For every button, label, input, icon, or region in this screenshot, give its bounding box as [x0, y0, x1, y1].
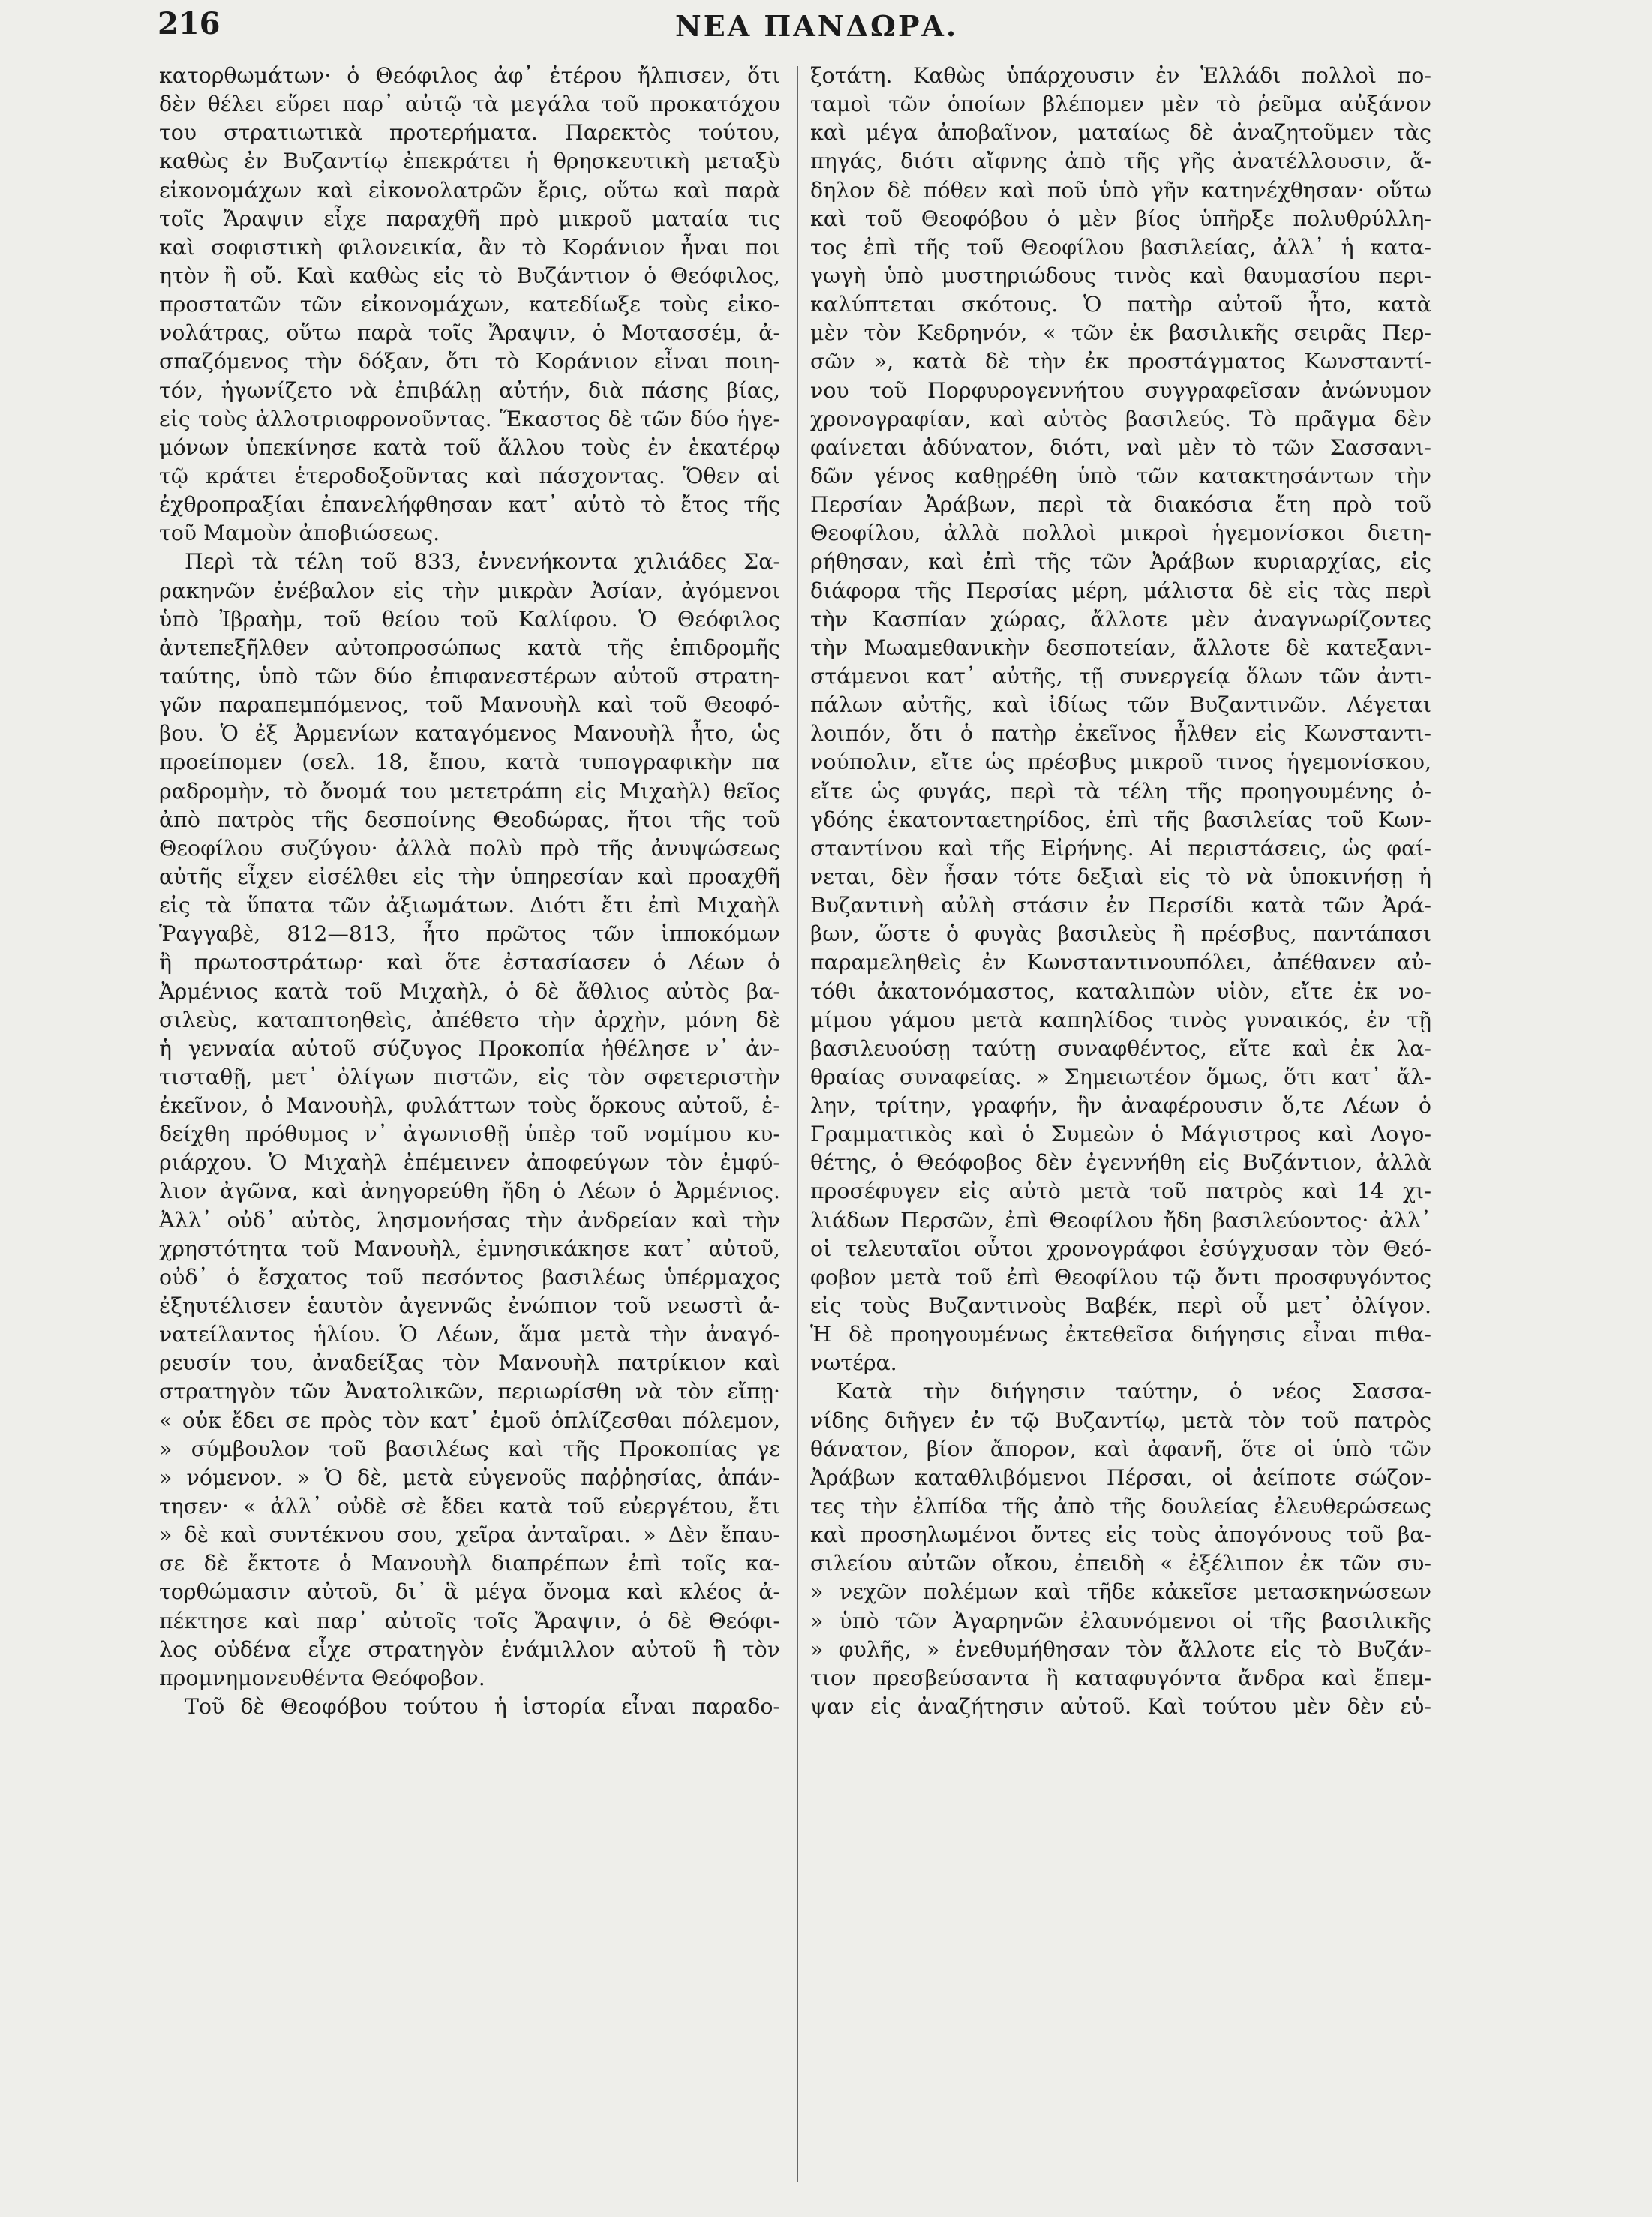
text-line: στάμενοι κατ᾽ αὐτῆς, τῇ συνεργείᾳ ὅλων τῶν ἀντι-	[810, 663, 1431, 689]
text-line: νου τοῦ Πορφυρογεννήτου συγγραφεῖσαν ἀνώνυμον	[810, 377, 1431, 403]
text-line: ἡ γενναία αὐτοῦ σύζυγος Προκοπία ἠθέλησε ν᾽ ἀν-	[159, 1035, 780, 1061]
text-line: θέτης, ὁ Θεόφοβος δὲν ἐγεννήθη εἰς Βυζάντιον, ἀλλὰ	[810, 1150, 1431, 1176]
text-line: τῷ κράτει ἑτεροδοξοῦντας καὶ πάσχοντας. Ὅθεν αἱ	[159, 463, 780, 488]
text-line: εἰς τοὺς Βυζαντινοὺς Βαβέκ, περὶ οὗ μετ᾽ ὀλίγον.	[810, 1293, 1431, 1319]
text-line: πηγάς, διότι αἴφνης ἀπὸ τῆς γῆς ἀνατέλλουσιν, ἄ-	[810, 149, 1431, 174]
text-line: οὐδ᾽ ὁ ἔσχατος τοῦ πεσόντος βασιλέως ὑπέρμαχος	[159, 1264, 780, 1290]
text-line: προσέφυγεν εἰς αὐτὸ μετὰ τοῦ πατρὸς καὶ 14 χι-	[810, 1179, 1431, 1204]
text-line: χρονογραφίαν, καὶ αὐτὸς βασιλεύς. Τὸ πρᾶγμα δὲν	[810, 406, 1431, 431]
text-line: λην, τρίτην, γραφήν, ἣν ἀναφέρουσιν ὅ,τε Λέων ὁ	[810, 1093, 1431, 1119]
text-line: Θεοφίλου, ἀλλὰ πολλοὶ μικροὶ ἡγεμονίσκοι διετη-	[810, 521, 1431, 546]
text-line: τησεν· « ἀλλ᾽ οὐδὲ σὲ ἔδει κατὰ τοῦ εὐεργέτου, ἔτι	[159, 1494, 780, 1519]
text-line: Τοῦ δὲ Θεοφόβου τούτου ἡ ἱστορία εἶναι παραδο-	[185, 1694, 780, 1720]
text-line: εἴτε ὡς φυγάς, περὶ τὰ τέλη τῆς προηγουμένης ὀ-	[810, 778, 1431, 804]
text-line: εἰς τοὺς ἀλλοτριοφρονοῦντας. Ἕκαστος δὲ τῶν δύο ἡγε-	[159, 406, 780, 431]
text-line: ταμοὶ τῶν ὁποίων βλέπομεν μὲν τὸ ῥεῦμα αὐξάνον	[810, 92, 1431, 117]
text-line: κατορθωμάτων· ὁ Θεόφιλος ἀφ᾽ ἑτέρου ἤλπισεν, ὅτι	[159, 63, 780, 88]
text-line: σε δὲ ἔκτοτε ὁ Μανουὴλ διαπρέπων ἐπὶ τοῖς κα-	[159, 1551, 780, 1576]
text-line: μόνων ὑπεκίνησε κατὰ τοῦ ἄλλου τοὺς ἐν ἑκατέρῳ	[159, 434, 780, 460]
text-line: γῶν παραπεμπόμενος, τοῦ Μανουὴλ καὶ τοῦ Θεοφό-	[159, 692, 780, 718]
text-line: ρακηνῶν ἐνέβαλον εἰς τὴν μικρὰν Ἀσίαν, ἀγόμενοι	[159, 578, 780, 603]
text-line: ἢ πρωτοστράτωρ· καὶ ὅτε ἐστασίασεν ὁ Λέων ὁ	[159, 950, 780, 975]
text-line: λος οὐδένα εἶχε στρατηγὸν ἐνάμιλλον αὐτοῦ ἢ τὸν	[159, 1636, 780, 1662]
text-line: τόθι ἀκατονόμαστος, καταλιπὼν υἱὸν, εἴτε ἐκ νο-	[810, 978, 1431, 1004]
text-line: οἱ τελευταῖοι οὗτοι χρονογράφοι ἐσύγχυσαν τὸν Θεό-	[810, 1236, 1431, 1261]
text-line: ὑπὸ Ἰβραὴμ, τοῦ θείου τοῦ Καλίφου. Ὁ Θεόφιλος	[159, 606, 780, 632]
text-line: πέκτησε καὶ παρ᾽ αὐτοῖς τοῖς Ἄραψιν, ὁ δὲ Θεόφι-	[159, 1608, 780, 1633]
text-line: βασιλευούσῃ ταύτῃ συναφθέντος, εἴτε καὶ ἐκ λα-	[810, 1035, 1431, 1061]
text-line: ἀπὸ πατρὸς τῆς δεσποίνης Θεοδώρας, ἤτοι τῆς τοῦ	[159, 807, 780, 832]
text-line: ητὸν ἢ οὔ. Καὶ καθὼς εἰς τὸ Βυζάντιον ὁ Θεόφιλος,	[159, 263, 780, 288]
text-line: σπαζόμενος τὴν δόξαν, ὅτι τὸ Κοράνιον εἶναι ποιη-	[159, 349, 780, 374]
text-line: στρατηγὸν τῶν Ἀνατολικῶν, περιωρίσθη νὰ τὸν εἴπῃ·	[159, 1379, 780, 1404]
text-line: μίμου γάμου μετὰ καπηλίδος τινὸς γυναικός, ἐν τῇ	[810, 1007, 1431, 1032]
text-line: σταντίνου καὶ τῆς Εἰρήνης. Αἱ περιστάσεις, ὡς φαί-	[810, 835, 1431, 861]
running-title: ΝΕΑ ΠΑΝΔΩΡΑ.	[675, 9, 959, 43]
text-line: σιλεὺς, καταπτοηθεὶς, ἀπέθετο τὴν ἀρχὴν, μόνη δὲ	[159, 1007, 780, 1032]
column-divider	[797, 66, 798, 2182]
text-line: Περὶ τὰ τέλη τοῦ 833, ἐννενήκοντα χιλιάδες Σα-	[185, 549, 780, 575]
text-line: σιλείου αὐτῶν οἴκου, ἐπειδὴ « ἐξέλιπον ἐκ τῶν συ-	[810, 1551, 1431, 1576]
text-line: καὶ σοφιστικὴ φιλονεικία, ἂν τὸ Κοράνιον ἦναι ποι	[159, 234, 780, 260]
left-column	[159, 62, 780, 1721]
text-line: ριάρχου. Ὁ Μιχαὴλ ἐπέμεινεν ἀποφεύγων τὸν ἐμφύ-	[159, 1150, 780, 1176]
text-line: φαίνεται ἀδύνατον, διότι, ναὶ μὲν τὸ τῶν Σασσανι-	[810, 434, 1431, 460]
text-line: τορθώμασιν αὐτοῦ, δι᾽ ἃ μέγα ὄνομα καὶ κλέος ἀ-	[159, 1579, 780, 1605]
text-line: » φυλῆς, » ἐνεθυμήθησαν τὸν ἄλλοτε εἰς τὸ Βυζάν-	[810, 1636, 1431, 1662]
text-line: γδόης ἑκατονταετηρίδος, ἐπὶ τῆς βασιλείας τοῦ Κων-	[810, 807, 1431, 832]
text-line: θραίας συναφείας. » Σημειωτέον ὅμως, ὅτι κατ᾽ ἄλ-	[810, 1064, 1431, 1089]
text-line: ἀντεπεξῆλθεν αὐτοπροσώπως κατὰ τῆς ἐπιδρομῆς	[159, 635, 780, 660]
text-line: νατείλαντος ἡλίου. Ὁ Λέων, ἅμα μετὰ τὴν ἀναγό-	[159, 1322, 780, 1347]
text-line: Ἀρμένιος κατὰ τοῦ Μιχαὴλ, ὁ δὲ ἄθλιος αὐτὸς βα-	[159, 978, 780, 1004]
text-line: καὶ μέγα ἀποβαῖνον, ματαίως δὲ ἀναζητοῦμεν τὰς	[810, 120, 1431, 146]
text-line: δηλον δὲ πόθεν καὶ ποῦ ὑπὸ γῆν κατηνέχθησαν· οὕτω	[810, 177, 1431, 203]
text-line: τισταθῇ, μετ᾽ ὀλίγων πιστῶν, εἰς τὸν σφετεριστὴν	[159, 1064, 780, 1089]
text-line: » νόμενον. » Ὁ δὲ, μετὰ εὐγενοῦς παῤῥησίας, ἀπάν-	[159, 1464, 780, 1490]
text-line: τὴν Κασπίαν χώρας, ἄλλοτε μὲν ἀναγνωρίζοντες	[810, 606, 1431, 632]
text-line: Κατὰ τὴν διήγησιν ταύτην, ὁ νέος Σασσα-	[836, 1379, 1431, 1404]
text-line: Θεοφίλου συζύγου· ἀλλὰ πολὺ πρὸ τῆς ἀνυψώσεως	[159, 835, 780, 861]
text-line: » σύμβουλον τοῦ βασιλέως καὶ τῆς Προκοπίας γε	[159, 1436, 780, 1461]
page-number: 216	[158, 6, 221, 41]
text-line: διάφορα τῆς Περσίας μέρη, μάλιστα δὲ εἰς τὰς περὶ	[810, 578, 1431, 603]
text-line: Γραμματικὸς καὶ ὁ Συμεὼν ὁ Μάγιστρος καὶ Λογο-	[810, 1122, 1431, 1147]
text-line: δὲν θέλει εὕρει παρ᾽ αὐτῷ τὰ μεγάλα τοῦ προκατόχου	[159, 92, 780, 117]
text-line: παραμεληθεὶς ἐν Κωνσταντινουπόλει, ἀπέθανεν αὐ-	[810, 950, 1431, 975]
text-line: ξοτάτη. Καθὼς ὑπάρχουσιν ἐν Ἑλλάδι πολλοὶ πο-	[810, 63, 1431, 88]
text-line: θάνατον, βίον ἄπορον, καὶ ἀφανῆ, ὅτε οἱ ὑπὸ τῶν	[810, 1436, 1431, 1461]
text-line: τόν, ἠγωνίζετο νὰ ἐπιβάλῃ αὐτήν, διὰ πάσης βίας,	[159, 377, 780, 403]
text-line: βων, ὥστε ὁ φυγὰς βασιλεὺς ἢ πρέσβυς, παντάπασι	[810, 921, 1431, 947]
text-line: λοιπόν, ὅτι ὁ πατὴρ ἐκεῖνος ἦλθεν εἰς Κωνσταντι-	[810, 721, 1431, 747]
text-line: λιον ἀγῶνα, καὶ ἀνηγορεύθη ἤδη ὁ Λέων ὁ Ἀρμένιος.	[159, 1179, 780, 1204]
text-line: τὴν Μωαμεθανικὴν δεσποτείαν, ἄλλοτε δὲ κατεξανι-	[810, 635, 1431, 660]
text-line: τος ἐπὶ τῆς τοῦ Θεοφίλου βασιλείας, ἀλλ᾽ ἡ κατα-	[810, 234, 1431, 260]
text-line: καλύπτεται σκότους. Ὁ πατὴρ αὐτοῦ ἦτο, κατὰ	[810, 292, 1431, 317]
text-line: Ῥαγγαβὲ, 812—813, ἦτο πρῶτος τῶν ἱπποκόμων	[159, 921, 780, 947]
text-line: γωγὴ ὑπὸ μυστηριώδους τινὸς καὶ θαυμασίου περι-	[810, 263, 1431, 288]
text-line: ρήθησαν, καὶ ἐπὶ τῆς τῶν Ἀράβων κυριαρχίας, εἰς	[810, 549, 1431, 575]
text-line: » ὑπὸ τῶν Ἀγαρηνῶν ἐλαυνόμενοι οἱ τῆς βασιλικῆς	[810, 1608, 1431, 1633]
text-line: χρηστότητα τοῦ Μανουὴλ, ἐμνησικάκησε κατ᾽ αὐτοῦ,	[159, 1236, 780, 1261]
text-line: ἐξηυτέλισεν ἑαυτὸν ἀγεννῶς ἐνώπιον τοῦ νεωστὶ ἀ-	[159, 1293, 780, 1319]
text-line: καὶ τοῦ Θεοφόβου ὁ μὲν βίος ὑπῆρξε πολυθρύλλη-	[810, 206, 1431, 231]
text-line: τοῖς Ἄραψιν εἶχε παραχθῆ πρὸ μικροῦ ματαία τις	[159, 206, 780, 231]
text-line: καθὼς ἐν Βυζαντίῳ ἐπεκράτει ἡ θρησκευτικὴ μεταξὺ	[159, 149, 780, 174]
text-line: εἰκονομάχων καὶ εἰκονολατρῶν ἔρις, οὕτω καὶ παρὰ	[159, 177, 780, 203]
text-line: πάλων αὐτῆς, καὶ ἰδίως τῶν Βυζαντινῶν. Λέγεται	[810, 692, 1431, 718]
text-line: ἐχθροπραξίαι ἐπανελήφθησαν κατ᾽ αὐτὸ τὸ ἔτος τῆς	[159, 492, 780, 518]
text-line: νωτέρα.	[810, 1350, 897, 1376]
text-line: ἐκεῖνον, ὁ Μανουὴλ, φυλάττων τοὺς ὅρκους αὐτοῦ, ἐ-	[159, 1093, 780, 1119]
text-line: » δὲ καὶ συντέκνου σου, χεῖρα ἀνταῖραι. » Δὲν ἔπαυ-	[159, 1522, 780, 1548]
text-line: μὲν τὸν Κεδρηνόν, « τῶν ἐκ βασιλικῆς σειρᾶς Περ-	[810, 320, 1431, 346]
text-line: σῶν », κατὰ δὲ τὴν ἐκ προστάγματος Κωνσταντί-	[810, 349, 1431, 374]
text-line: βου. Ὁ ἐξ Ἀρμενίων καταγόμενος Μανουὴλ ἦτο, ὡς	[159, 721, 780, 747]
text-line: εἰς τὰ ὕπατα τῶν ἀξιωμάτων. Διότι ἔτι ἐπὶ Μιχαὴλ	[159, 893, 780, 918]
text-line: ραδρομὴν, τὸ ὄνομά του μετετράπη εἰς Μιχαὴλ) θεῖος	[159, 778, 780, 804]
text-line: τιον πρεσβεύσαντα ἢ καταφυγόντα ἄνδρα καὶ ἔπεμ-	[810, 1665, 1431, 1690]
text-line: ψαν εἰς ἀναζήτησιν αὐτοῦ. Καὶ τούτου μὲν δὲν εὑ-	[810, 1694, 1431, 1720]
text-line: ταύτης, ὑπὸ τῶν δύο ἐπιφανεστέρων αὐτοῦ στρατη-	[159, 663, 780, 689]
text-line: προείπομεν (σελ. 18, ἔπου, κατὰ τυπογραφικὴν πα	[159, 750, 780, 775]
text-line: λιάδων Περσῶν, ἐπὶ Θεοφίλου ἤδη βασιλεύοντος· ἀλλ᾽	[810, 1207, 1431, 1233]
text-line: ρευσίν του, ἀναδείξας τὸν Μανουὴλ πατρίκιον καὶ	[159, 1350, 780, 1376]
text-line: « οὐκ ἔδει σε πρὸς τὸν κατ᾽ ἐμοῦ ὁπλίζεσθαι πόλεμον,	[159, 1407, 780, 1433]
text-line: τες τὴν ἐλπίδα τῆς ἀπὸ τῆς δουλείας ἐλευθερώσεως	[810, 1494, 1431, 1519]
text-line: Ἀλλ᾽ οὐδ᾽ αὐτὸς, λησμονήσας τὴν ἀνδρείαν καὶ τὴν	[159, 1207, 780, 1233]
right-column	[810, 62, 1431, 1721]
text-line: δείχθη πρόθυμος ν᾽ ἀγωνισθῇ ὑπὲρ τοῦ νομίμου κυ-	[159, 1122, 780, 1147]
text-line: νεται, δὲν ἦσαν τότε δεξιαὶ εἰς τὸ νὰ ὑποκινήσῃ ἡ	[810, 864, 1431, 889]
text-line: καὶ προσηλωμένοι ὄντες εἰς τοὺς ἀπογόνους τοῦ βα-	[810, 1522, 1431, 1548]
text-line: » νεχῶν πολέμων καὶ τῆδε κἀκεῖσε μετασκηνώσεων	[810, 1579, 1431, 1605]
text-line: νίδης διῆγεν ἐν τῷ Βυζαντίῳ, μετὰ τὸν τοῦ πατρὸς	[810, 1407, 1431, 1433]
text-line: τοῦ Μαμοὺν ἀποβιώσεως.	[159, 521, 440, 546]
text-line: Ἡ δὲ προηγουμένως ἐκτεθεῖσα διήγησις εἶναι πιθα-	[810, 1322, 1431, 1347]
text-line: νούπολιν, εἴτε ὡς πρέσβυς μικροῦ τινος ἡγεμονίσκου,	[810, 750, 1431, 775]
text-line: Βυζαντινὴ αὐλὴ στάσιν ἐν Περσίδι κατὰ τῶν Ἀρά-	[810, 893, 1431, 918]
text-line: αὐτῆς εἶχεν εἰσέλθει εἰς τὴν ὑπηρεσίαν καὶ προαχθῆ	[159, 864, 780, 889]
text-line: νολάτρας, οὕτω παρὰ τοῖς Ἄραψιν, ὁ Μοτασσέμ, ἀ-	[159, 320, 780, 346]
text-line: Ἀράβων καταθλιβόμενοι Πέρσαι, οἱ ἀείποτε σώζον-	[810, 1464, 1431, 1490]
text-line: Περσίαν Ἀράβων, περὶ τὰ διακόσια ἔτη πρὸ τοῦ	[810, 492, 1431, 518]
text-line: δῶν γένος καθῃρέθη ὑπὸ τῶν κατακτησάντων τὴν	[810, 463, 1431, 488]
text-line: προμνημονευθέντα Θεόφοβον.	[159, 1665, 485, 1690]
text-line: φοβον μετὰ τοῦ ἐπὶ Θεοφίλου τῷ ὄντι προσφυγόντος	[810, 1264, 1431, 1290]
text-line: προστατῶν τῶν εἰκονομάχων, κατεδίωξε τοὺς εἰκο-	[159, 292, 780, 317]
text-line: του στρατιωτικὰ προτερήματα. Παρεκτὸς τούτου,	[159, 120, 780, 146]
